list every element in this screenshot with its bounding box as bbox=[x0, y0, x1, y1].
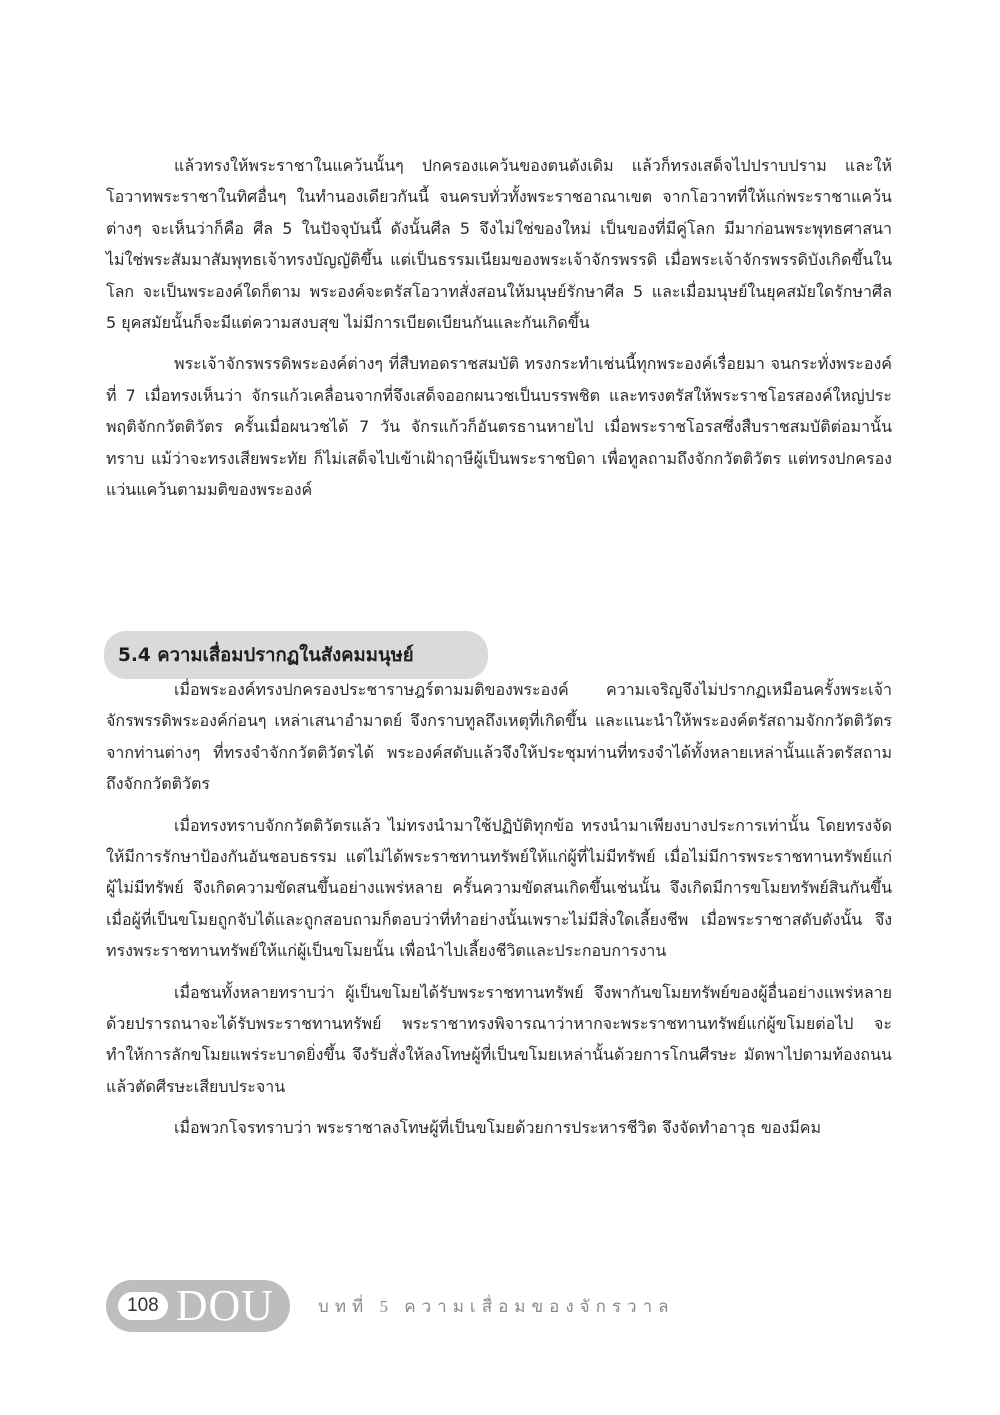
page-footer bbox=[106, 1280, 675, 1332]
paragraph: พระเจ้าจักรพรรดิพระองค์ต่างๆ ที่สืบทอดราชสมบัติ ทรงกระทำเช่นนี้ทุกพระองค์เรื่อยมา จนกระทั่งพระองค์ที่ 7 เมื่อทรงเห็นว่า จักรแก้วเคลื่อนจากที่จึงเสด็จออกผนวชเป็นบรรพชิต และทรงตรัสให้พระราชโอรสองค์ใหญ่ประพฤติจักกวัตติวัตร ครั้นเมื่อผนวชได้ 7 วัน จักรแก้วก็อันตรธานหายไป เมื่อพระราชโอรสซึ่งสืบราชสมบัติต่อมานั้นทราบ แม้ว่าจะทรงเสียพระทัย ก็ไม่เสด็จไปเข้าเฝ้าฤาษีผู้เป็นพระราชบิดา เพื่อทูลถามถึงจักกวัตติวัตร แต่ทรงปกครองแว่นแคว้นตามมติของพระองค์ bbox=[106, 354, 892, 500]
paragraph: เมื่อพระองค์ทรงปกครองประชาราษฎร์ตามมติของพระองค์ ความเจริญจึงไม่ปรากฏเหมือนครั้งพระเจ้าจักรพรรดิพระองค์ก่อนๆ เหล่าเสนาอำมาตย์ จึงกราบทูลถึงเหตุที่เกิดขึ้น และแนะนำให้พระองค์ตรัสถามจักกวัตติวัตรจากท่านต่างๆ ที่ทรงจำจักกวัตติวัตรได้ พระองค์สดับแล้วจึงให้ประชุมท่านที่ทรงจำได้ทั้งหลายเหล่านั้นแล้วตรัสถามถึงจักกวัตติวัตร bbox=[106, 680, 892, 794]
paragraph: เมื่อชนทั้งหลายทราบว่า ผู้เป็นขโมยได้รับพระราชทานทรัพย์ จึงพากันขโมยทรัพย์ของผู้อื่นอย่างแพร่หลายด้วยปรารถนาจะได้รับพระราชทานทรัพย์ พระราชาทรงพิจารณาว่าหากจะพระราชทานทรัพย์แก่ผู้ขโมยต่อไป จะทำให้การลักขโมยแพร่ระบาดยิ่งขึ้น จึงรับสั่งให้ลงโทษผู้ที่เป็นขโมยเหล่านั้นด้วยการโกนศีรษะ มัดพาไปตามท้องถนน แล้วตัดศีรษะเสียบประจาน bbox=[106, 982, 892, 1096]
page-number: 108 bbox=[118, 1292, 168, 1320]
footer-badge bbox=[106, 1280, 290, 1332]
paragraph: เมื่อทรงทราบจักกวัตติวัตรแล้ว ไม่ทรงนำมาใช้ปฏิบัติทุกข้อ ทรงนำมาเพียงบางประการเท่านั้น โดยทรงจัดให้มีการรักษาป้องกันอันชอบธรรม แต่ไม่ได้พระราชทานทรัพย์ให้แก่ผู้ที่ไม่มีทรัพย์ เมื่อไม่มีการพระราชทานทรัพย์แก่ผู้ไม่มีทรัพย์ จึงเกิดความขัดสนขึ้นอย่างแพร่หลาย ครั้นความขัดสนเกิดขึ้นเช่นนั้น จึงเกิดมีการขโมยทรัพย์สินกันขึ้น เมื่อผู้ที่เป็นขโมยถูกจับได้และถูกสอบถามก็ตอบว่าที่ทำอย่างนั้นเพราะไม่มีสิ่งใดเลี้ยงชีพ เมื่อพระราชาสดับดังนั้น จึงทรงพระราชทานทรัพย์ให้แก่ผู้เป็นขโมยนั้น เพื่อนำไปเลี้ยงชีวิตและประกอบการงาน bbox=[106, 815, 892, 961]
brand-logo: DOU bbox=[175, 1281, 275, 1330]
section-heading-text: 5.4 ความเสื่อมปรากฏในสังคมมนุษย์ bbox=[118, 644, 414, 666]
paragraph: แล้วทรงให้พระราชาในแคว้นนั้นๆ ปกครองแคว้นของตนดังเดิม แล้วก็ทรงเสด็จไปปราบปราม และให้โอวาทพระราชาในทิศอื่นๆ ในทำนองเดียวกันนี้ จนครบทั่วทั้งพระราชอาณาเขต จากโอวาทที่ให้แก่พระราชาแคว้นต่างๆ จะเห็นว่าก็คือ ศีล 5 ในปัจจุบันนี้ ดังนั้นศีล 5 จึงไม่ใช่ของใหม่ เป็นของที่มีคู่โลก มีมาก่อนพระพุทธศาสนา ไม่ใช่พระสัมมาสัมพุทธเจ้าทรงบัญญัติขึ้น แต่เป็นธรรมเนียมของพระเจ้าจักรพรรดิ เมื่อพระเจ้าจักรพรรดิบังเกิดขึ้นในโลก จะเป็นพระองค์ใดก็ตาม พระองค์จะตรัสโอวาทสั่งสอนให้มนุษย์รักษาศีล 5 และเมื่อมนุษย์ในยุคสมัยใดรักษาศีล 5 ยุคสมัยนั้นก็จะมีแต่ความสงบสุข ไม่มีการเบียดเบียนกันและกันเกิดขึ้น bbox=[106, 156, 892, 333]
chapter-title: บทที่ 5 ความเสื่อมของจักรวาล bbox=[318, 1296, 675, 1316]
section-heading bbox=[104, 631, 488, 679]
paragraph: เมื่อพวกโจรทราบว่า พระราชาลงโทษผู้ที่เป็นขโมยด้วยการประหารชีวิต จึงจัดทำอาวุธ ของมีคม bbox=[174, 1118, 822, 1138]
body-text-section bbox=[106, 674, 892, 1154]
body-text-top bbox=[106, 150, 892, 515]
